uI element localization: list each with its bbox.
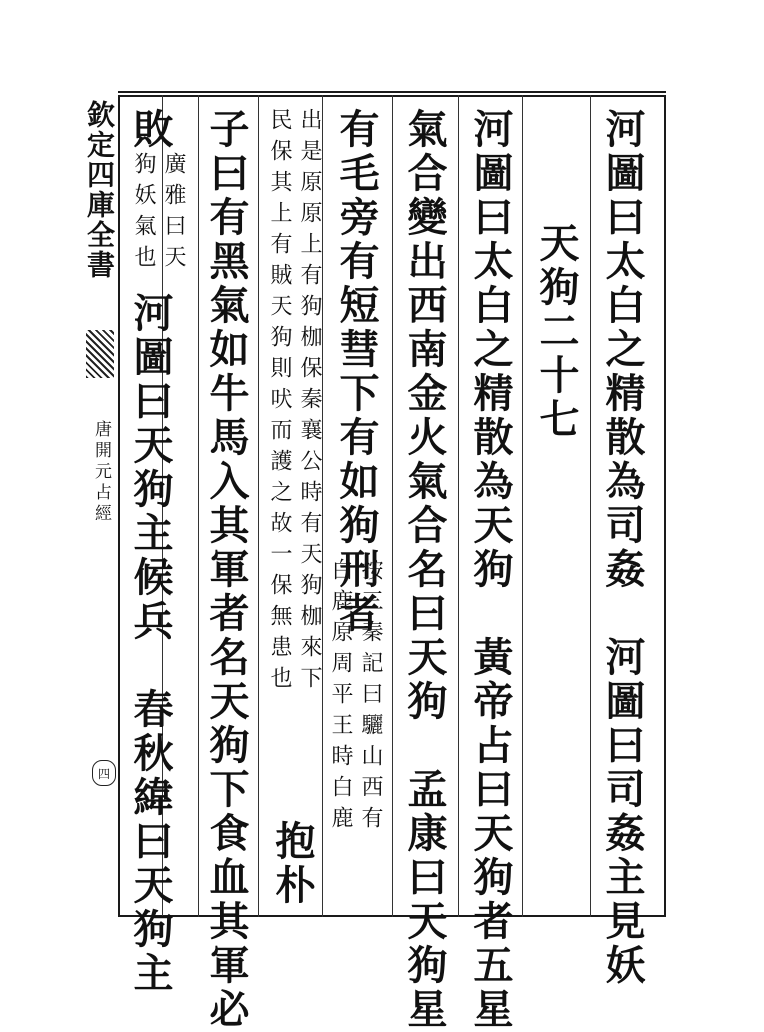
page-number: 四 xyxy=(92,760,116,786)
commentary-left: 狗妖氣也 xyxy=(131,152,156,276)
text-column-7: 子曰有黑氣如牛馬入其軍者名天狗下食血其軍必 xyxy=(203,108,250,1032)
section-heading: 天狗二十七 xyxy=(533,222,580,442)
text-column-8-head: 敗 xyxy=(127,108,174,152)
commentary-right: 出是原原上有狗枷保秦襄公時有天狗枷來下 xyxy=(297,108,322,697)
text-column-5: 有毛旁有短彗下有如狗刑者 xyxy=(333,108,380,636)
commentary-left: 民保其上有賊天狗則吠而護之故一保無患也 xyxy=(267,108,292,697)
book-title: 欽定四庫全書 xyxy=(83,100,116,280)
text-column-8: 河圖曰天狗主候兵 春秋緯曰天狗主 xyxy=(127,292,174,996)
column-rule xyxy=(458,95,459,917)
book-subtitle: 唐開元占經 xyxy=(91,420,111,525)
column-rule xyxy=(522,95,523,917)
commentary-5 xyxy=(323,558,383,837)
commentary-6 xyxy=(262,108,322,697)
column-rule xyxy=(590,95,591,917)
commentary-right: 廣雅曰天 xyxy=(161,152,186,276)
frame-top-rule xyxy=(118,91,666,93)
commentary-left: 白鹿原周平王時白鹿 xyxy=(328,558,353,837)
column-rule xyxy=(258,95,259,917)
commentary-right: 按三秦記曰驪山西有 xyxy=(358,558,383,837)
commentary-8 xyxy=(126,152,186,276)
text-column-3: 河圖曰太白之精散為天狗 黃帝占曰天狗者五星 xyxy=(467,108,514,1032)
column-rule xyxy=(392,95,393,917)
fishtail-mark-icon xyxy=(86,330,114,378)
text-column-1: 河圖曰太白之精散為司姦 河圖曰司姦主見妖 xyxy=(599,108,646,988)
column-rule xyxy=(198,95,199,917)
text-column-4: 氣合變出西南金火氣合名曰天狗 孟康曰天狗星 xyxy=(401,108,448,1032)
text-column-6-tail: 抱朴 xyxy=(269,820,316,908)
